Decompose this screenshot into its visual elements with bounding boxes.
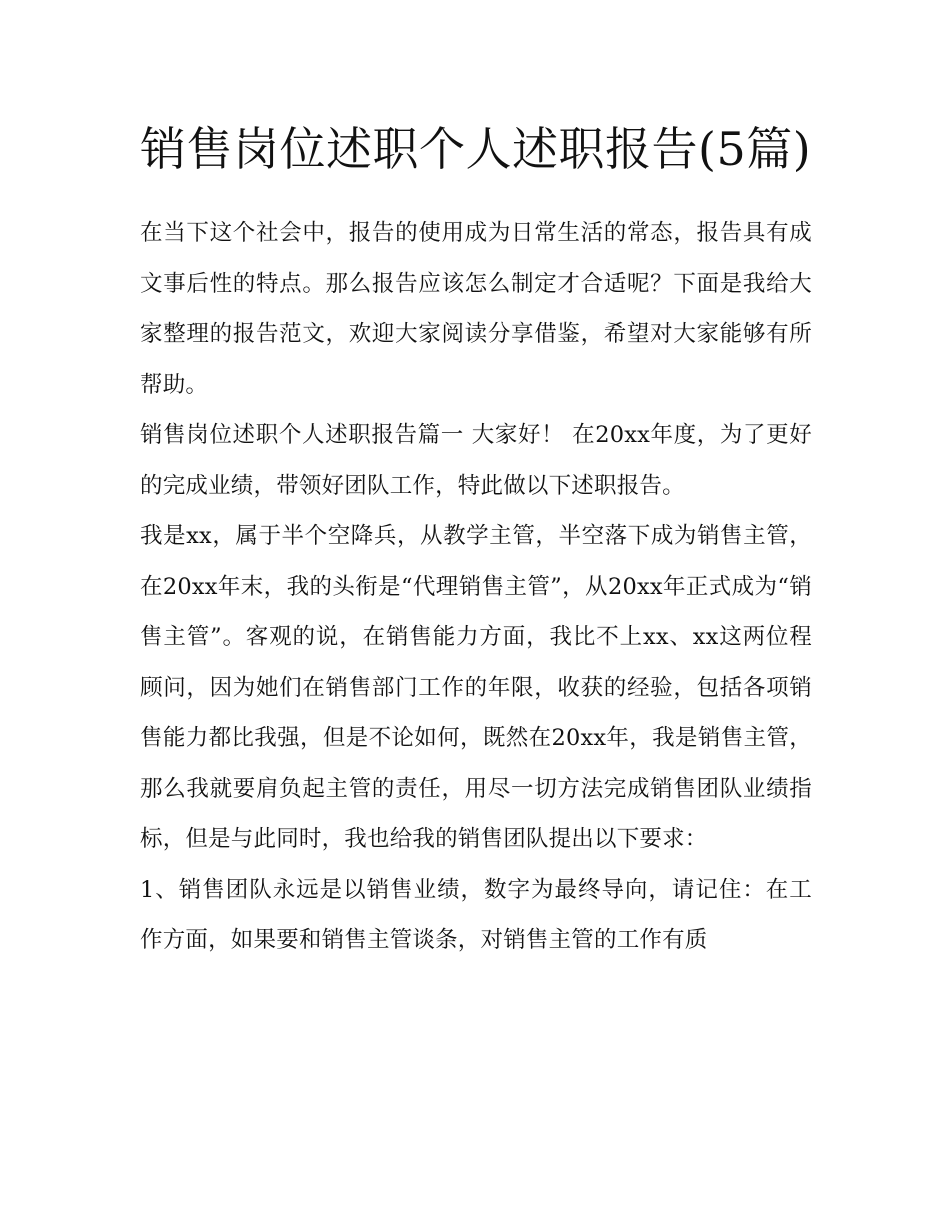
paragraph-requirement-1: 1、销售团队永远是以销售业绩，数字为最终导向，请记住：在工作方面，如果要和销售主管谈条，对销售主管的工作有质 <box>140 876 812 953</box>
paragraph-part-one-opening: 销售岗位述职个人述职报告篇一 大家好！ 在20xx年度，为了更好的完成业绩，带领好团队工作，特此做以下述职报告。 <box>140 422 812 499</box>
document-page <box>140 112 812 966</box>
paragraph-intro: 在当下这个社会中，报告的使用成为日常生活的常态，报告具有成文事后性的特点。那么报告应该怎么制定才合适呢？下面是我给大家整理的报告范文，欢迎大家阅读分享借鉴，希望对大家能够有所帮助。 <box>140 220 812 398</box>
document-title: 销售岗位述职个人述职报告(5篇) <box>140 122 812 176</box>
paragraph-self-introduction: 我是xx，属于半个空降兵，从教学主管，半空落下成为销售主管，在20xx年末，我的头衔是“代理销售主管”，从20xx年正式成为“销售主管”。客观的说，在销售能力方面，我比不上xx、xx这两位程顾问，因为她们在销售部门工作的年限，收获的经验，包括各项销售能力都比我强，但是不论如何，既然在20xx年，我是销售主管，那么我就要肩负起主管的责任，用尽一切方法完成销售团队业绩指标，但是与此同时，我也给我的销售团队提出以下要求： <box>140 523 812 852</box>
